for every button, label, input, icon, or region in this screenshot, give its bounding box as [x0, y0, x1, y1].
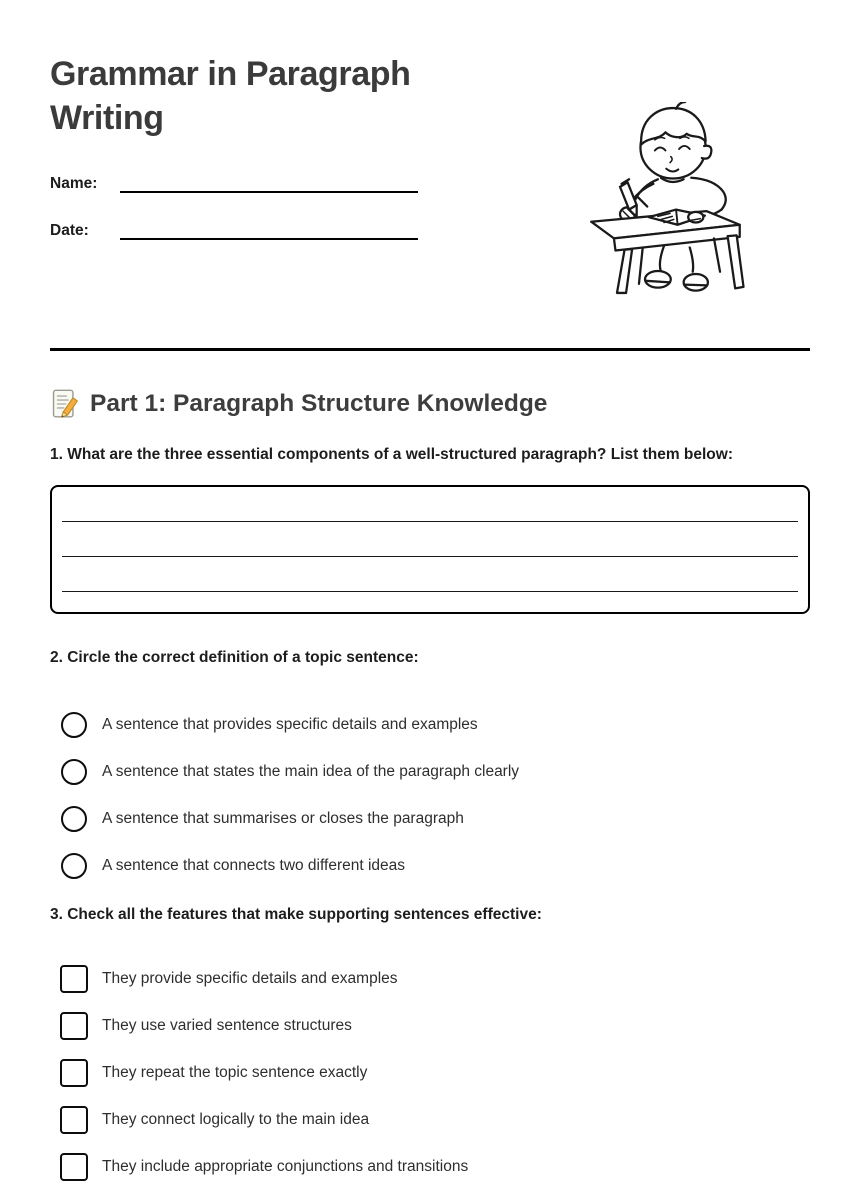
name-input-line[interactable]	[120, 173, 418, 193]
question-3: 3. Check all the features that make supporting sentences effective:	[50, 906, 542, 924]
child-writing-illustration	[585, 102, 752, 304]
date-field	[50, 213, 585, 240]
radio-option-4[interactable]	[61, 853, 810, 879]
section-divider	[50, 348, 810, 351]
question-2: 2. Circle the correct definition of a topic sentence:	[50, 649, 419, 667]
date-label: Date:	[50, 222, 89, 240]
answer-line-3	[62, 557, 798, 592]
radio-circle-icon[interactable]	[61, 853, 87, 879]
worksheet-header	[50, 46, 810, 304]
name-label: Name:	[50, 175, 98, 193]
page-title: Grammar in Paragraph Writing	[50, 55, 411, 138]
radio-option-2[interactable]	[61, 759, 810, 785]
date-input-line[interactable]	[120, 220, 418, 240]
radio-option-1[interactable]	[61, 712, 810, 738]
checkbox-option-2[interactable]	[60, 1012, 810, 1040]
checkbox-option-4[interactable]	[60, 1106, 810, 1134]
radio-option-label: A sentence that provides specific details and examples	[102, 716, 478, 734]
q3-options	[50, 965, 810, 1181]
radio-circle-icon[interactable]	[61, 759, 87, 785]
checkbox-square-icon[interactable]	[60, 965, 88, 993]
checkbox-option-label: They provide specific details and examples	[102, 970, 398, 988]
checkbox-square-icon[interactable]	[60, 1012, 88, 1040]
checkbox-option-1[interactable]	[60, 965, 810, 993]
radio-option-label: A sentence that summarises or closes the paragraph	[102, 810, 464, 828]
answer-line-2	[62, 522, 798, 557]
memo-icon	[50, 389, 80, 419]
checkbox-square-icon[interactable]	[60, 1106, 88, 1134]
radio-option-label: A sentence that connects two different ideas	[102, 857, 406, 875]
part1-section	[50, 389, 810, 1181]
checkbox-square-icon[interactable]	[60, 1153, 88, 1181]
checkbox-option-label: They use varied sentence structures	[102, 1017, 352, 1035]
checkbox-option-5[interactable]	[60, 1153, 810, 1181]
checkbox-option-label: They include appropriate conjunctions and transitions	[102, 1158, 469, 1176]
name-field	[50, 166, 585, 193]
radio-option-3[interactable]	[61, 806, 810, 832]
checkbox-option-label: They connect logically to the main idea	[102, 1111, 370, 1129]
part1-heading-label: Part 1: Paragraph Structure Knowledge	[90, 390, 548, 417]
radio-option-label: A sentence that states the main idea of the paragraph clearly	[102, 763, 520, 781]
q1-answer-box[interactable]	[50, 485, 810, 614]
checkbox-option-3[interactable]	[60, 1059, 810, 1087]
checkbox-option-label: They repeat the topic sentence exactly	[102, 1064, 368, 1082]
checkbox-square-icon[interactable]	[60, 1059, 88, 1087]
radio-circle-icon[interactable]	[61, 806, 87, 832]
q2-options	[50, 712, 810, 879]
radio-circle-icon[interactable]	[61, 712, 87, 738]
answer-line-1	[62, 487, 798, 522]
part1-heading	[50, 389, 810, 419]
question-1: 1. What are the three essential components of a well-structured paragraph? List them below:	[50, 446, 733, 463]
